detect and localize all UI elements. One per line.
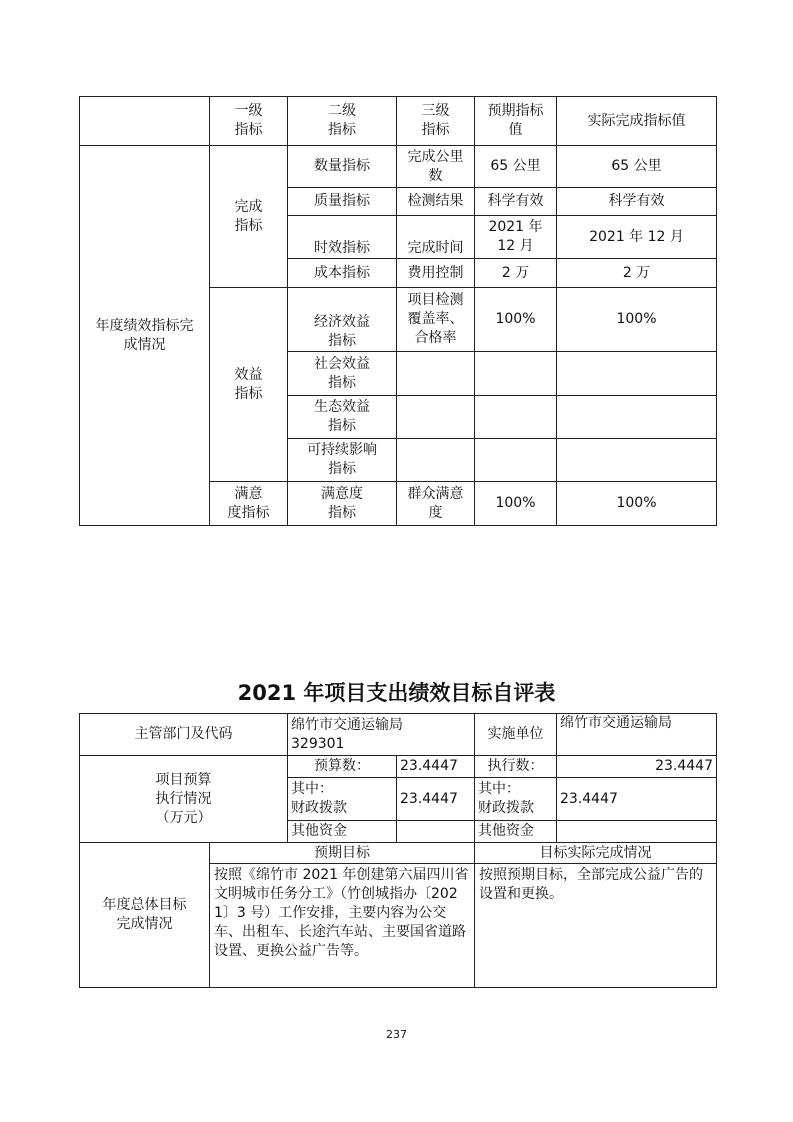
row-actual: 2 万 [557,259,717,288]
table-row [80,756,717,778]
row-l3 [397,439,475,482]
row-l2: 满意度 指标 [288,482,397,526]
row-l2: 可持续影响 指标 [288,439,397,482]
finance-budget: 23.4447 [397,778,475,821]
page-number: 237 [386,1028,407,1041]
expected-goal-header: 预期目标 [210,843,475,864]
finance-exec-label: 其中： 财政拨款 [475,778,557,821]
finance-exec: 23.4447 [557,778,717,821]
header-expected: 预期指标 值 [475,97,557,146]
row-expected: 2 万 [475,259,557,288]
page-title: 2021 年项目支出绩效目标自评表 [237,681,556,705]
budget-count-label: 预算数： [288,756,397,778]
header-level3: 三级 指标 [397,97,475,146]
other-label: 其他资金 [288,821,397,843]
row-actual: 科学有效 [557,188,717,216]
table-row [80,714,717,756]
blank-header-cell [80,97,210,146]
other-budget-empty [397,821,475,843]
budget-label: 项目预算 执行情况 （万元） [80,756,288,843]
other-exec-empty [557,821,717,843]
finance-label: 其中： 财政拨款 [288,778,397,821]
row-expected: 科学有效 [475,188,557,216]
performance-indicator-table [79,96,717,526]
exec-count-label: 执行数： [475,756,557,778]
header-actual: 实际完成指标值 [557,97,717,146]
budget-count-value: 23.4447 [397,756,475,778]
table-row [80,843,717,864]
row-expected: 2021 年 12 月 [475,216,557,259]
row-l3 [397,396,475,439]
row-actual [557,439,717,482]
row-expected: 100% [475,288,557,352]
table-header-row [80,97,717,146]
row-expected: 100% [475,482,557,526]
row-l2: 时效指标 [288,216,397,259]
impl-label: 实施单位 [475,714,557,756]
row-actual: 100% [557,288,717,352]
row-expected [475,396,557,439]
dept-value: 绵竹市交通运输局 329301 [288,714,475,756]
row-l3: 群众满意 度 [397,482,475,526]
row-actual [557,396,717,439]
row-l2: 成本指标 [288,259,397,288]
row-actual: 100% [557,482,717,526]
expected-goal-text: 按照《绵竹市 2021 年创建第六届四川省文明城市任务分工》（竹创城指办〔2021〕3 号）工作安排，主要内容为公交车、出租车、长途汽车站、主要国省道路设置、更换公益广告等。 [210,864,475,988]
group-completion: 完成 指标 [210,146,288,288]
exec-count-value: 23.4447 [557,756,717,778]
row-l3 [397,352,475,396]
row-actual [557,352,717,396]
row-expected [475,352,557,396]
header-level2: 二级 指标 [288,97,397,146]
project-expenditure-table [79,713,717,988]
impl-value: 绵竹市交通运输局 [557,714,717,756]
row-l3: 完成时间 [397,216,475,259]
row-l2: 生态效益 指标 [288,396,397,439]
group-benefit: 效益 指标 [210,288,288,482]
section-label: 年度绩效指标完 成情况 [80,146,210,526]
row-expected [475,439,557,482]
goal-label: 年度总体目标 完成情况 [80,843,210,988]
row-l3: 检测结果 [397,188,475,216]
actual-goal-header: 目标实际完成情况 [475,843,717,864]
row-expected: 65 公里 [475,146,557,188]
group-satisfaction: 满意 度指标 [210,482,288,526]
row-l3: 费用控制 [397,259,475,288]
dept-label: 主管部门及代码 [80,714,288,756]
row-l2: 经济效益 指标 [288,288,397,352]
row-l2: 社会效益 指标 [288,352,397,396]
actual-goal-text: 按照预期目标，全部完成公益广告的设置和更换。 [475,864,717,988]
header-level1: 一级 指标 [210,97,288,146]
row-actual: 65 公里 [557,146,717,188]
row-l2: 质量指标 [288,188,397,216]
other-exec-label: 其他资金 [475,821,557,843]
row-l3: 完成公里 数 [397,146,475,188]
table-row [80,146,717,188]
row-l3: 项目检测 覆盖率、 合格率 [397,288,475,352]
row-l2: 数量指标 [288,146,397,188]
row-actual: 2021 年 12 月 [557,216,717,259]
